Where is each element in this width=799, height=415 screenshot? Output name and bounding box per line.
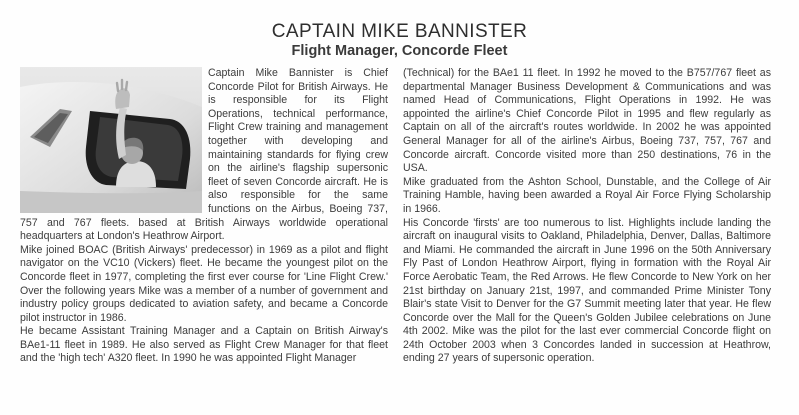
bio-paragraph-4: (Technical) for the BAe1 11 fleet. In 1992 he moved to the B757/767 fleet as departmental Manager Business Development & Communications and was named Head of Communications, Flight Operations in 1992. He was appointed the airline's Chief Concorde Pilot in 1995 and flew regularly as Captain on all of the aircraft's routes worldwide. In 2002 he was appointed General Manager for all of the airline's Airbus, Boeing 737, 757, 767 and Concorde aircraft. Concorde visited more than 250 destinations, 76 in the USA. — [403, 67, 771, 175]
bio-paragraph-1: Captain Mike Bannister is Chief Concorde Pilot for British Airways. He is responsible for its Flight Operations, technical performance, Flight Crew training and management together with developing and maintaining standards for flying crew on the airline's flagship supersonic fleet of seven Concorde aircraft. He is also responsible for the same functions on the Airbus, Boeing 737, 757 and 767 fleets. based at British Airways worldwide operational headquarters at London's Heathrow Airport. — [20, 67, 388, 243]
bio-paragraph-3: He became Assistant Training Manager and a Captain on British Airway's BAe1-11 fleet in 1989. He also served as Flight Crew Manager for that fleet and the 'high tech' A320 fleet. In 1990 he was appointed Flight Manager — [20, 325, 388, 365]
right-text-column — [403, 67, 771, 366]
bio-paragraph-2: Mike joined BOAC (British Airways' predecessor) in 1969 as a pilot and flight navigator on the VC10 (Vickers) fleet. He became the youngest pilot on the Concorde fleet in 1977, completing the first ever course for 'Line Flight Crew.' Over the following years Mike was a member of a number of government and industry policy groups dedicated to aviation safety, and became a Concorde pilot instructor in 1986. — [20, 243, 388, 324]
bio-paragraph-6: His Concorde 'firsts' are too numerous to list. Highlights include landing the aircraft on inaugural visits to Oakland, Philadelphia, Denver, Dallas, Baltimore and Miami. He commanded the aircraft in June 1996 on the 50th Anniversary Fly Past of London Heathrow Airport, flying in formation with the Royal Air Force Aerobatic Team, the Red Arrows. He flew Concorde to New York on her 21st birthday on January 21st, 1997, and commanded Prime Minister Tony Blair's state Visit to Denver for the G7 Summit meeting later that year. He flew Concorde over the Mall for the Queen's Golden Jubilee celebrations on June 4th 2002. Mike was the pilot for the last ever commercial Concorde flight on 24th October 2003 when 3 Concordes landed in succession at Heathrow, ending 27 years of supersonic operation. — [403, 216, 771, 365]
left-text-column — [20, 67, 388, 366]
page-subtitle: Flight Manager, Concorde Fleet — [291, 43, 508, 59]
captain-waving-photo — [20, 67, 202, 213]
bio-paragraph-5: Mike graduated from the Ashton School, Dunstable, and the College of Air Training Hamble, having been awarded a Royal Air Force Flying Scholarship in 1966. — [403, 175, 771, 215]
page-title: CAPTAIN MIKE BANNISTER — [271, 21, 528, 42]
